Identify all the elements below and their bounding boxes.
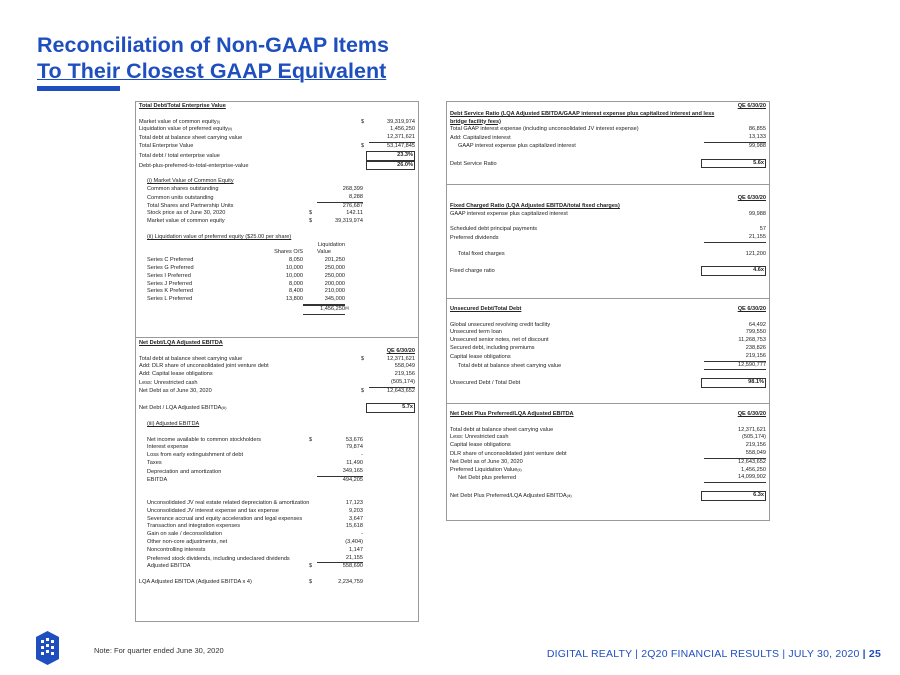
preferred-col-head: Shares O/S Value — [274, 249, 331, 256]
ndp-row: Net Debt as of June 30, 2020 12,643,652 — [450, 458, 766, 465]
section-divider — [136, 337, 418, 338]
preferred-row: Series G Preferred 10,000 250,000 — [147, 264, 345, 271]
preferred-row: Series I Preferred 10,000 250,000 — [147, 272, 345, 279]
debt-tev-section — [139, 103, 415, 315]
ebitda-row: Loss from early extinguishment of debt - — [147, 452, 363, 459]
fcr-section — [450, 195, 766, 276]
tev-row: Liquidation value of preferred equity$^{(ii)}$ 1,456,250 — [139, 126, 415, 133]
unsecured-row: Unsecured term loan 799,550 — [450, 329, 766, 336]
section-divider — [447, 403, 769, 404]
adj-row: Severance accrual and equity acceleration and legal expenses 3,647 — [147, 515, 363, 522]
lqa-ebitda-row: LQA Adjusted EBITDA (Adjusted EBITDA x 4) $ 2,234,759 — [139, 578, 363, 585]
fcr-ratio-row: Fixed charge ratio 4.6x — [450, 267, 764, 275]
unsecured-row: Unsecured senior notes, net of discount 11,268,753 — [450, 337, 766, 344]
adj-row: Adjusted EBITDA $ 558,690 — [147, 563, 363, 570]
fcr-col-head: QE 6/30/20 — [737, 195, 766, 201]
ndp-heading: Net Debt Plus Preferred/LQA Adjusted EBITDA QE 6/30/20 — [450, 411, 766, 417]
dsr-ratio-row: Debt Service Ratio 5.6x — [450, 159, 764, 167]
ndp-row: DLR share of unconsolidated joint venture debt 558,049 — [450, 449, 766, 457]
tev-row: Total Enterprise Value $ 53,147,845 — [139, 142, 415, 149]
preferred-row: Series L Preferred 13,800 345,000 — [139, 296, 415, 305]
net-debt-row: Net Debt as of June 30, 2020 $ 12,643,652 — [139, 387, 415, 394]
common-row: Total Shares and Partnership Units 276,687 — [147, 202, 363, 209]
ebitda-row: Taxes 11,490 — [147, 459, 363, 466]
ndp-row: Capital lease obligations 219,156 — [450, 442, 766, 449]
unsecured-row: Global unsecured revolving credit facility 64,492 — [450, 321, 766, 328]
ndp-row: Total debt at balance sheet carrying value 12,371,621 — [450, 426, 766, 433]
debt-tev-heading: Total Debt/Total Enterprise Value — [139, 103, 226, 109]
dsr-row: Total GAAP interest expense (including unconsolidated JV interest expense) 86,855 — [450, 126, 766, 133]
footer — [547, 648, 881, 660]
ebitda-row: Net income available to common stockholders $ 53,676 — [147, 436, 363, 443]
ndp-row: Preferred Liquidation Value$^{(ii)}$ 1,456,250 — [450, 466, 766, 473]
right-panel — [446, 101, 770, 521]
net-debt-col-head: QE 6/30/20 — [386, 347, 415, 354]
common-row: Common shares outstanding 268,399 — [147, 185, 363, 192]
ndp-section — [450, 411, 766, 501]
fcr-heading: Fixed Charged Ratio (LQA Adjusted EBITDA/total fixed charges) — [450, 202, 620, 209]
ndp-row: Net Debt plus preferred 14,099,902 — [458, 474, 766, 482]
unsecured-ratio-row: Unsecured Debt / Total Debt 98.1% — [450, 379, 764, 387]
preferred-row: Series J Preferred 8,000 200,000 — [147, 280, 345, 287]
preferred-total-row: 1,456,250 $^{(ii)}$ — [139, 305, 415, 315]
tev-row: Market value of common equity$^{(i)}$ $ 39,319,974 — [139, 118, 415, 125]
unsecured-heading: Unsecured Debt/Total Debt QE 6/30/20 — [450, 306, 766, 312]
net-debt-heading: Net Debt/LQA Adjusted EBITDA — [139, 340, 223, 346]
ebitda-row: Depreciation and amortization 349,165 — [147, 467, 363, 475]
page-title — [37, 32, 389, 84]
common-row: Common units outstanding 8,288 — [147, 193, 363, 201]
ebitda-row: Interest expense 79,874 — [147, 444, 363, 451]
unsecured-row: Secured debt, including premiums 238,826 — [450, 344, 766, 351]
fcr-row: Scheduled debt principal payments 57 — [450, 226, 766, 233]
adjusted-ebitda-heading: (iii) Adjusted EBITDA — [147, 420, 200, 427]
dsr-row: GAAP interest expense plus capitalized interest 99,988 — [458, 142, 766, 149]
fcr-row: GAAP interest expense plus capitalized interest 99,988 — [450, 210, 766, 217]
footer-separator: | — [859, 648, 869, 660]
tev-ratio-row: Total debt / total enterprise value 23.3% — [139, 151, 413, 159]
preferred-row: Series K Preferred 8,400 210,000 — [147, 288, 345, 295]
dsr-heading: Debt Service Ratio (LQA Adjusted EBITDA/GAAP interest expense plus capitalized interest and less bridge facility fees) — [450, 110, 715, 125]
title-accent-bar — [37, 86, 120, 91]
net-debt-row: Less: Unrestricted cash (505,174) — [139, 378, 415, 386]
net-debt-row: Total debt at balance sheet carrying value $ 12,371,621 — [139, 355, 415, 362]
adj-row: Other non-core adjustments, net (3,404) — [147, 538, 363, 545]
ndp-ratio-row: Net Debt Plus Preferred/LQA Adjusted EBITDA$^{(iii)}$ 6.3x — [450, 491, 764, 499]
net-debt-ratio-row: Net Debt / LQA Adjusted EBITDA$^{(iii)}$ 5.7x — [139, 404, 413, 412]
unsecured-row: Total debt at balance sheet carrying value 12,590,777 — [458, 361, 766, 369]
adj-row: Unconsolidated JV real estate related depreciation & amortization 17,123 — [147, 499, 363, 506]
common-equity-heading: (i) Market Value of Common Equity — [147, 178, 234, 185]
preferred-row: Series C Preferred 8,050 201,250 — [147, 257, 345, 264]
fcr-row: Preferred dividends 21,155 — [450, 233, 766, 241]
tev-ratio-row: Debt-plus-preferred-to-total-enterprise-value 26.0% — [139, 161, 413, 169]
dsr-section — [450, 103, 766, 168]
tev-row: Total debt at balance sheet carrying value 12,371,621 — [139, 134, 415, 142]
preferred-col-head: Liquidation — [317, 241, 345, 248]
section-divider — [447, 298, 769, 299]
footer-text: DIGITAL REALTY | 2Q20 FINANCIAL RESULTS | JULY 30, 2020 — [546, 648, 860, 660]
title-line-1: Reconciliation of Non-GAAP Items — [37, 33, 389, 57]
footnote: Note: For quarter ended June 30, 2020 — [94, 646, 224, 655]
adj-row: Preferred stock dividends, including undeclared dividends 21,155 — [147, 554, 363, 562]
left-panel — [135, 101, 419, 622]
adj-row: Transaction and integration expenses 15,618 — [147, 523, 363, 530]
ndp-row: Less: Unrestricted cash (505,174) — [450, 434, 766, 441]
digital-realty-logo-icon — [36, 631, 59, 665]
dsr-row: Add: Capitalized interest 13,133 — [450, 134, 766, 142]
title-line-2: To Their Closest GAAP Equivalent — [37, 59, 387, 83]
adj-row: Unconsolidated JV interest expense and tax expense 9,203 — [147, 507, 363, 514]
net-debt-row: Add: Capital lease obligations 219,156 — [139, 371, 415, 378]
preferred-heading: (ii) Liquidation value of preferred equity ($25.00 per share) — [147, 233, 292, 240]
net-debt-section — [139, 340, 415, 587]
adj-row: Noncontrolling interests 1,147 — [147, 546, 363, 553]
net-debt-row: Add: DLR share of unconsolidated joint venture debt 558,049 — [139, 363, 415, 370]
dsr-col-head: QE 6/30/20 — [737, 103, 766, 109]
unsecured-section — [450, 306, 766, 388]
section-divider — [447, 184, 769, 185]
common-row: Market value of common equity $ 39,319,974 — [147, 218, 363, 225]
unsecured-row: Capital lease obligations 219,156 — [450, 352, 766, 360]
ebitda-row: EBITDA 494,205 — [147, 476, 363, 483]
fcr-row: Total fixed charges 121,200 — [458, 250, 766, 257]
common-row: Stock price as of June 30, 2020 $ 142.11 — [147, 210, 363, 217]
adj-row: Gain on sale / deconsolidation - — [147, 531, 363, 538]
page-number: 25 — [868, 648, 881, 660]
